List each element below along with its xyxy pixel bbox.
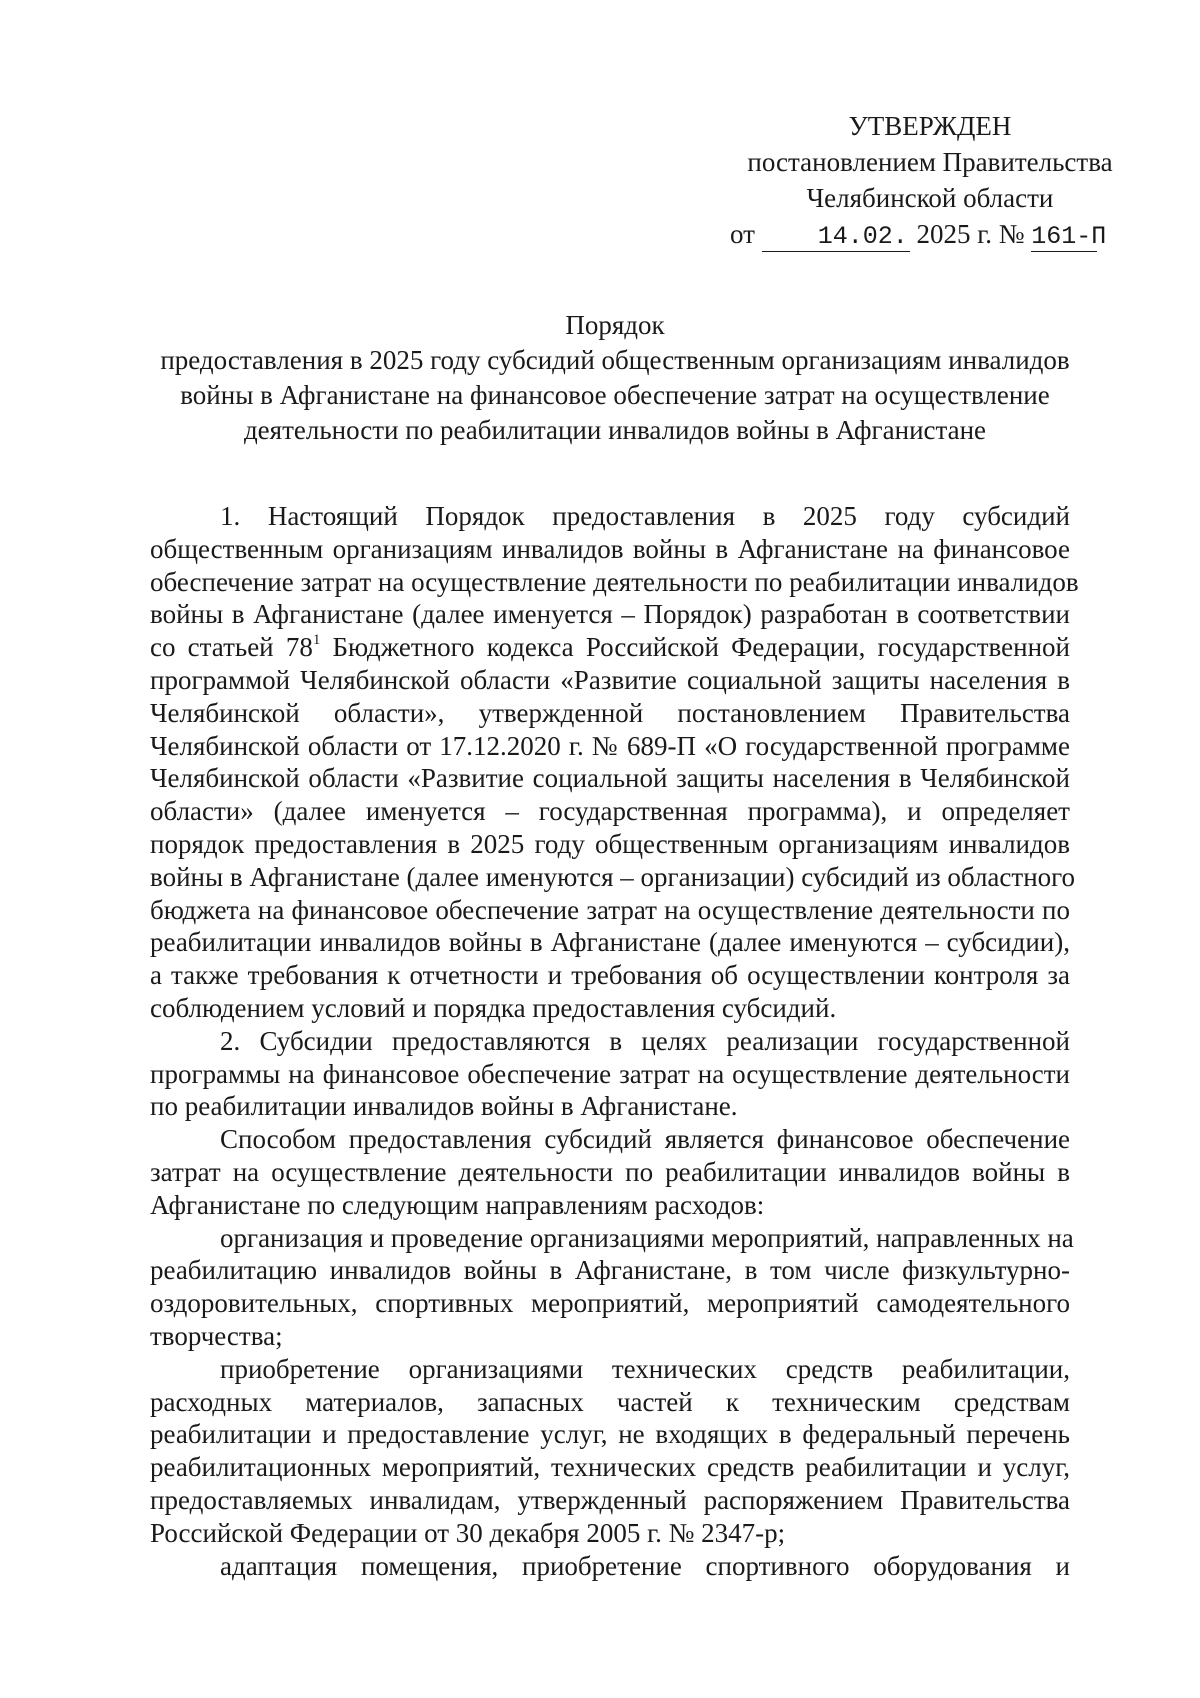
document-title [150, 308, 1080, 448]
body-line: расходных материалов, запасных частей к техническим средствам [150, 1386, 1070, 1417]
body-line: порядок предоставления в 2025 году общественным организациям инвалидов [150, 828, 1070, 859]
document-body [150, 500, 1079, 1582]
body-line: бюджета на финансовое обеспечение затрат на осуществление деятельности по [150, 894, 1070, 925]
approval-date-line [730, 216, 1120, 252]
body-line: Челябинской области», утвержденной постановлением Правительства [150, 697, 1070, 728]
body-line: по реабилитации инвалидов войны в Афганистане. [150, 1091, 738, 1122]
body-line: Способом предоставления субсидий является финансовое обеспечение [220, 1124, 1070, 1155]
title-line: предоставления в 2025 году субсидий общественным организациям инвалидов [160, 345, 1070, 375]
article-rest: Бюджетного кодекса Российской Федерации, государственной [332, 632, 1070, 663]
body-line-article [150, 631, 1070, 664]
approval-stamp [730, 108, 1120, 252]
body-line: творчества; [150, 1320, 283, 1351]
body-line: программой Челябинской области «Развитие социальной защиты населения в [150, 664, 1070, 695]
body-line: Челябинской области «Развитие социальной защиты населения в Челябинской [150, 763, 1070, 794]
body-line: оздоровительных, спортивных мероприятий, мероприятий самодеятельного [150, 1288, 1070, 1319]
body-line: 2. Субсидии предоставляются в целях реализации государственной [220, 1025, 1070, 1056]
body-line: приобретение организациями технических средств реабилитации, [220, 1353, 1070, 1384]
date-prefix: от [730, 219, 755, 249]
article-prefix: со статьей 78 [150, 632, 313, 663]
body-line: Афганистане по следующим направлениям расходов: [150, 1189, 765, 1220]
article-reference [150, 632, 320, 662]
document-number: 161-П [1031, 222, 1107, 251]
body-line: реабилитационных мероприятий, технических средств реабилитации и услуг, [150, 1452, 1070, 1483]
body-line: затрат на осуществление деятельности по реабилитации инвалидов войны в [150, 1156, 1070, 1187]
approval-title: УТВЕРЖДЕН [848, 111, 1012, 141]
body-line: войны в Афганистане (далее именуются – организации) субсидий из областного [150, 861, 1076, 892]
body-line: программы на финансовое обеспечение затрат на осуществление деятельности [150, 1058, 1070, 1089]
body-line: обеспечение затрат на осуществление деятельности по реабилитации инвалидов [150, 566, 1079, 597]
approval-line-2: Челябинской области [806, 183, 1054, 213]
body-line: организация и проведение организациями мероприятий, направленных на [220, 1222, 1074, 1253]
body-line: предоставляемых инвалидам, утвержденный распоряжением Правительства [150, 1484, 1070, 1515]
body-line: Российской Федерации от 30 декабря 2005 г. № 2347-р; [150, 1517, 786, 1548]
body-line: реабилитацию инвалидов войны в Афганистане, в том числе физкультурно- [150, 1255, 1070, 1286]
date-value: 14.02. [762, 223, 910, 252]
date-year: 2025 г. № [916, 219, 1025, 249]
body-line: а также требования к отчетности и требования об осуществлении контроля за [150, 960, 1070, 991]
body-line: области» (далее именуется – государственная программа), и определяет [150, 796, 1070, 827]
body-line: общественным организациям инвалидов войны в Афганистане на финансовое [150, 533, 1070, 564]
body-line: реабилитации инвалидов войны в Афганистане (далее именуются – субсидии), [150, 927, 1070, 958]
title-line: войны в Афганистане на финансовое обеспечение затрат на осуществление [180, 380, 1050, 410]
title-heading: Порядок [565, 310, 665, 340]
title-line: деятельности по реабилитации инвалидов войны в Афганистане [243, 415, 987, 445]
approval-line-1: постановлением Правительства [747, 147, 1113, 177]
body-line: 1. Настоящий Порядок предоставления в 2025 году субсидий [220, 501, 1070, 531]
body-line: соблюдением условий и порядка предоставления субсидий. [150, 992, 837, 1023]
body-line: адаптация помещения, приобретение спортивного оборудования и [220, 1550, 1070, 1581]
article-superscript: 1 [312, 632, 321, 649]
body-line: войны в Афганистане (далее именуется – Порядок) разработан в соответствии [150, 599, 1070, 630]
body-line: Челябинской области от 17.12.2020 г. № 689-П «О государственной программе [150, 730, 1070, 761]
body-line: реабилитации и предоставление услуг, не входящих в федеральный перечень [150, 1419, 1070, 1450]
